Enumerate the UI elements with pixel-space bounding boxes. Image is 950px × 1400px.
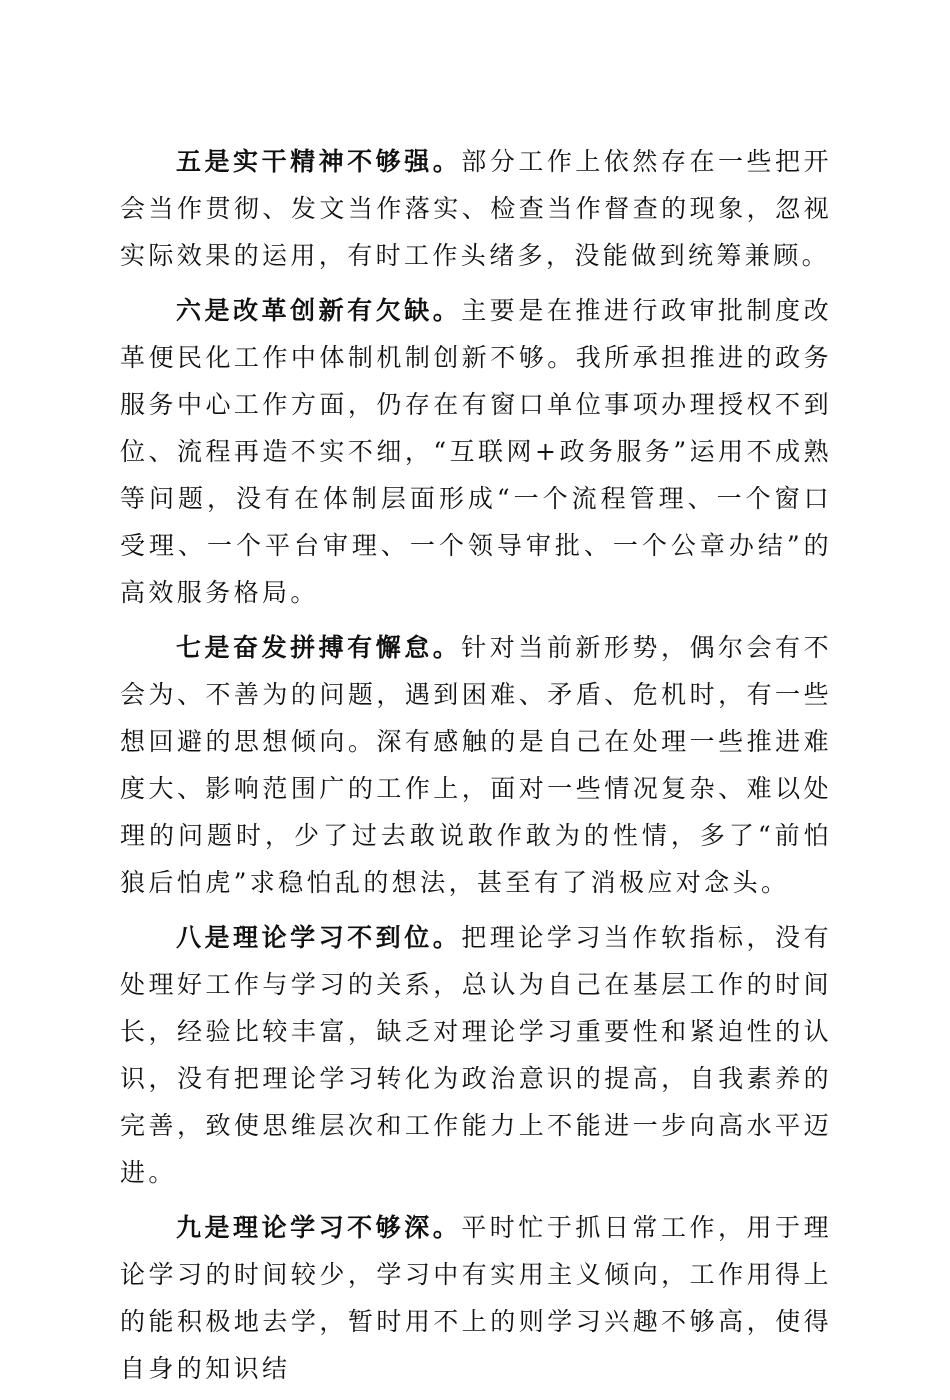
paragraph-5-text: 部分工作上依然存在一些把开会当作贯彻、发文当作落实、检查当作督查的现象，忽视实际效果的运用，有时工作头绪多，没能做到统筹兼顾。 <box>120 147 832 270</box>
paragraph-8 <box>120 914 832 1196</box>
paragraph-6-text: 主要是在推进行政审批制度改革便民化工作中体制机制创新不够。我所承担推进的政务服务中心工作方面，仍存在有窗口单位事项办理授权不到位、流程再造不实不细，“互联网+政务服务”运用不成熟等问题，没有在体制层面形成“一个流程管理、一个窗口受理、一个平台审理、一个领导审批、一个公章办结”的高效服务格局。 <box>120 296 832 607</box>
paragraph-9 <box>120 1204 832 1392</box>
paragraph-7-heading: 七是奋发拼搏有懈怠。 <box>176 633 462 662</box>
paragraph-8-text: 把理论学习当作软指标，没有处理好工作与学习的关系，总认为自己在基层工作的时间长，经验比较丰富，缺乏对理论学习重要性和紧迫性的认识，没有把理论学习转化为政治意识的提高，自我素养的完善，致使思维层次和工作能力上不能进一步向高水平迈进。 <box>120 923 832 1187</box>
paragraph-5 <box>120 138 832 279</box>
paragraph-7 <box>120 624 832 906</box>
paragraph-8-heading: 八是理论学习不到位。 <box>176 923 462 952</box>
paragraph-9-heading: 九是理论学习不够深。 <box>176 1213 462 1242</box>
paragraph-6-heading: 六是改革创新有欠缺。 <box>176 296 462 325</box>
paragraph-7-text: 针对当前新形势，偶尔会有不会为、不善为的问题，遇到困难、矛盾、危机时，有一些想回避的思想倾向。深有感触的是自己在处理一些推进难度大、影响范围广的工作上，面对一些情况复杂、难以处理的问题时，少了过去敢说敢作敢为的性情，多了“前怕狼后怕虎”求稳怕乱的想法，甚至有了消极应对念头。 <box>120 633 832 897</box>
paragraph-6 <box>120 287 832 616</box>
paragraph-9-text: 平时忙于抓日常工作，用于理论学习的时间较少，学习中有实用主义倾向，工作用得上的能积极地去学，暂时用不上的则学习兴趣不够高，使得自身的知识结 <box>120 1213 832 1383</box>
document-body <box>120 138 832 1400</box>
paragraph-5-heading: 五是实干精神不够强。 <box>176 147 462 176</box>
